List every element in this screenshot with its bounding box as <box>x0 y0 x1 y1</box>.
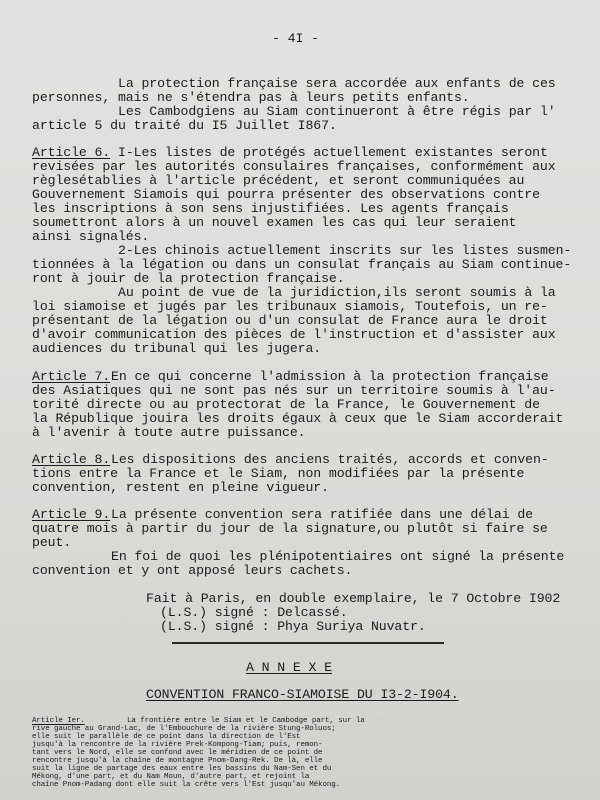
article-1-line: elle suit le parallèle de ce point dans la direction de l'Est <box>32 733 301 741</box>
article-6-line: loi siamoise et jugés par les tribunaux siamois, Toutefois, un re- <box>32 299 548 314</box>
intro-line: article 5 du traité du I5 Juillet I867. <box>32 118 337 133</box>
article-1-line: tant vers le Nord, elle se confond avec le méridien de ce point de <box>32 749 323 757</box>
article-6-line: ront à jouir de la protection française. <box>32 271 345 286</box>
article-8-line: tions entre la France et le Siam, non modifiées par la présente <box>32 466 525 481</box>
article-6-heading: Article 6. <box>32 145 111 160</box>
article-8-line: Les dispositions des anciens traités, accords et conven- <box>111 452 549 467</box>
intro-line: personnes, mais ne s'étendra pas à leurs petits enfants. <box>32 90 470 105</box>
article-1-line: rive gauche au Grand-Lac, de l'Embouchure de la rivière Stung-Roluos; <box>32 725 336 733</box>
article-8-line: convention, restent en pleine vigueur. <box>32 480 329 495</box>
article-1-line: La frontière entre le Siam et le Cambodge part, sur la <box>127 717 365 725</box>
page-number: - 4I - <box>272 31 319 46</box>
article-8-heading: Article 8. <box>32 452 111 467</box>
article-9-line: peut. <box>32 535 72 550</box>
article-1-heading: Article Ier. <box>32 717 85 725</box>
section-divider <box>172 642 444 644</box>
article-6-line: soumettront alors à un nouvel examen les cas qui leur seraient <box>32 215 517 230</box>
article-7-line: la République jouira les droits égaux à ceux que le Siam accorderait <box>32 411 564 426</box>
article-6-line: Au point de vue de la juridiction,ils seront soumis à la <box>118 285 556 300</box>
article-9-heading: Article 9. <box>32 507 111 522</box>
article-6-line: règlesétablies à l'article précédent, et seront communiquées au <box>32 173 525 188</box>
article-6-line: Gouvernement Siamois qui pourra présenter des observations contre <box>32 187 540 202</box>
article-7-line: à l'avenir à toute autre puissance. <box>32 425 306 440</box>
article-1-line: suit la ligne de partage des eaux entre les bassins du Nam-Sen et du <box>32 765 332 773</box>
article-1-line: chaîne Pnom-Padang dont elle suit la crête vers l'Est jusqu'au Mékong. <box>32 781 341 789</box>
article-9-line: La présente convention sera ratifiée dans une délai de <box>111 507 533 522</box>
article-9-line: En foi de quoi les plénipotentiaires ont signé la présente <box>111 549 565 564</box>
article-6-line: I-Les listes de protégés actuellement existantes seront <box>118 145 548 160</box>
article-9-line: quatre mois à partir du jour de la signature,ou plutôt si faire se <box>32 521 548 536</box>
article-7-line: des Asiatiques qui ne sont pas nés sur un territoire soumis à l'au- <box>32 383 556 398</box>
annexe-title: A N N E X E <box>246 660 332 675</box>
signature-line-2: (L.S.) signé : Phya Suriya Nuvatr. <box>160 619 426 634</box>
signature-line-1: (L.S.) signé : Delcassé. <box>160 605 348 620</box>
article-6-line: tionnées à la légation ou dans un consulat français au Siam continue- <box>32 257 572 272</box>
signature-place-date: Fait à Paris, en double exemplaire, le 7 Octobre I902 <box>146 591 561 606</box>
article-6-line: présentant de la légation ou d'un consulat de France aura le droit <box>32 313 548 328</box>
article-7-line: En ce qui concerne l'admission à la protection française <box>111 369 549 384</box>
article-6-line: 2-Les chinois actuellement inscrits sur les listes susmen- <box>118 243 572 258</box>
article-1-line: jusqu'à la rencontre de la rivière Prek-Kompong-Tiam; puis, remon- <box>32 741 323 749</box>
intro-line: La protection française sera accordée aux enfants de ces <box>118 76 556 91</box>
article-9-line: convention et y ont apposé leurs cachets. <box>32 563 353 578</box>
article-7-heading: Article 7. <box>32 369 111 384</box>
intro-line: Les Cambodgiens au Siam continueront à être régis par l' <box>118 104 556 119</box>
article-6-line: d'avoir communication des pièces de l'instruction et d'assister aux <box>32 327 556 342</box>
article-1-line: rencontre jusqu'à la chaîne de montagne Pnom-Dang-Rek. De là, elle <box>32 757 323 765</box>
article-6-line: revisées par les autorités consulaires françaises, conformément aux <box>32 159 556 174</box>
article-6-line: les inscriptions à son sens injustifiées. Les agents français <box>32 201 509 216</box>
article-6-line: ainsi signalés. <box>32 229 150 244</box>
article-7-line: torité directe ou au protectorat de la France, le Gouvernement de <box>32 397 540 412</box>
annexe-subtitle: CONVENTION FRANCO-SIAMOISE DU I3-2-I904. <box>146 687 459 702</box>
article-6-line: audiences du tribunal qui les jugera. <box>32 341 322 356</box>
article-1-line: Mékong, d'une part, et du Nam Moun, d'autre part, et rejoint la <box>32 773 310 781</box>
